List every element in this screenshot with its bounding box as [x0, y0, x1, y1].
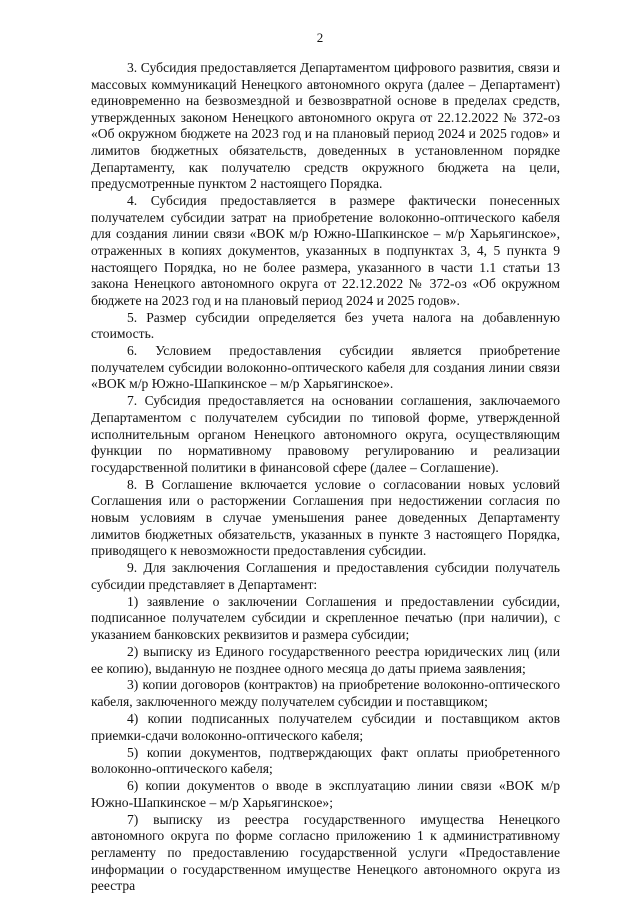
- paragraph-9: 9. Для заключения Соглашения и предоставления субсидии получатель субсидии представляет в Департамент:: [91, 560, 560, 592]
- paragraph-5: 5. Размер субсидии определяется без учета налога на добавленную стоимость.: [91, 309, 560, 342]
- list-item-4: 4) копии подписанных получателем субсидии и поставщиком актов приемки-сдачи волоконно-оптического кабеля;: [91, 711, 560, 743]
- paragraph-6: 6. Условием предоставления субсидии является приобретение получателем субсидии волоконно-оптического кабеля для создания линии связи «ВОК м/р Южно-Шапкинское – м/р Харьягинское».: [91, 343, 560, 392]
- paragraph-4: 4. Субсидия предоставляется в размере фактически понесенных получателем субсидии затрат на приобретение волоконно-оптического кабеля для создания линии связи «ВОК м/р Южно-Шапкинское – м/р Харьягинское», отраженных в копиях документов, указанных в подпунктах 3, 4, 5 пункта 9 настоящего Порядка, но не более размера, указанного в части 1.1 статьи 13 закона Ненецкого автономного округа от 22.12.2022 № 372-оз «Об окружном бюджете на 2023 год и на плановый период 2024 и 2025 годов».: [91, 193, 560, 308]
- document-body: [91, 60, 560, 895]
- list-item-5: 5) копии документов, подтверждающих факт оплаты приобретенного волоконно-оптического кабеля;: [91, 744, 560, 777]
- paragraph-7: 7. Субсидия предоставляется на основании соглашения, заключаемого Департаментом с получателем субсидии по типовой форме, утвержденной исполнительным органом Ненецкого автономного округа, осуществляющим функции по нормативному правовому регулированию и реализации государственной политики в финансовой сфере (далее – Соглашение).: [91, 393, 560, 475]
- list-item-2: 2) выписку из Единого государственного реестра юридических лиц (или ее копию), выданную не позднее одного месяца до даты приема заявления;: [91, 643, 560, 676]
- list-item-1: 1) заявление о заключении Соглашения и предоставлении субсидии, подписанное получателем субсидии и скрепленное печатью (при наличии), с указанием банковских реквизитов и размера субсидии;: [91, 593, 560, 642]
- paragraph-3: 3. Субсидия предоставляется Департаментом цифрового развития, связи и массовых коммуникаций Ненецкого автономного округа (далее – Департамент) единовременно на безвозмездной и безвозвратной основе в пределах средств, утвержденных законом Ненецкого автономного округа от 22.12.2022 № 372-оз «Об окружном бюджете на 2023 год и на плановый период 2024 и 2025 годов» и лимитов бюджетных обязательств, доведенных в установленном порядке Департаменту, как получателю средств окружного бюджета на цели, предусмотренные пунктом 2 настоящего Порядка.: [91, 60, 560, 192]
- list-item-6: 6) копии документов о вводе в эксплуатацию линии связи «ВОК м/р Южно-Шапкинское – м/р Харьягинское»;: [91, 778, 560, 810]
- paragraph-8: 8. В Соглашение включается условие о согласовании новых условий Соглашения или о расторжении Соглашения при недостижении согласия по новым условиям в случае уменьшения ранее доведенных Департаменту лимитов бюджетных обязательств, указанных в пункте 3 настоящего Порядка, приводящего к невозможности предоставления субсидии.: [91, 476, 560, 559]
- list-item-7: 7) выписку из реестра государственного имущества Ненецкого автономного округа по форме согласно приложению 1 к административному регламенту по предоставлению государственной услуги «Предоставление информации о государственном имуществе Ненецкого автономного округа из реестра: [91, 811, 560, 894]
- list-item-3: 3) копии договоров (контрактов) на приобретение волоконно-оптического кабеля, заключенного между получателем субсидии и поставщиком;: [91, 677, 560, 710]
- page-number: 2: [316, 30, 324, 45]
